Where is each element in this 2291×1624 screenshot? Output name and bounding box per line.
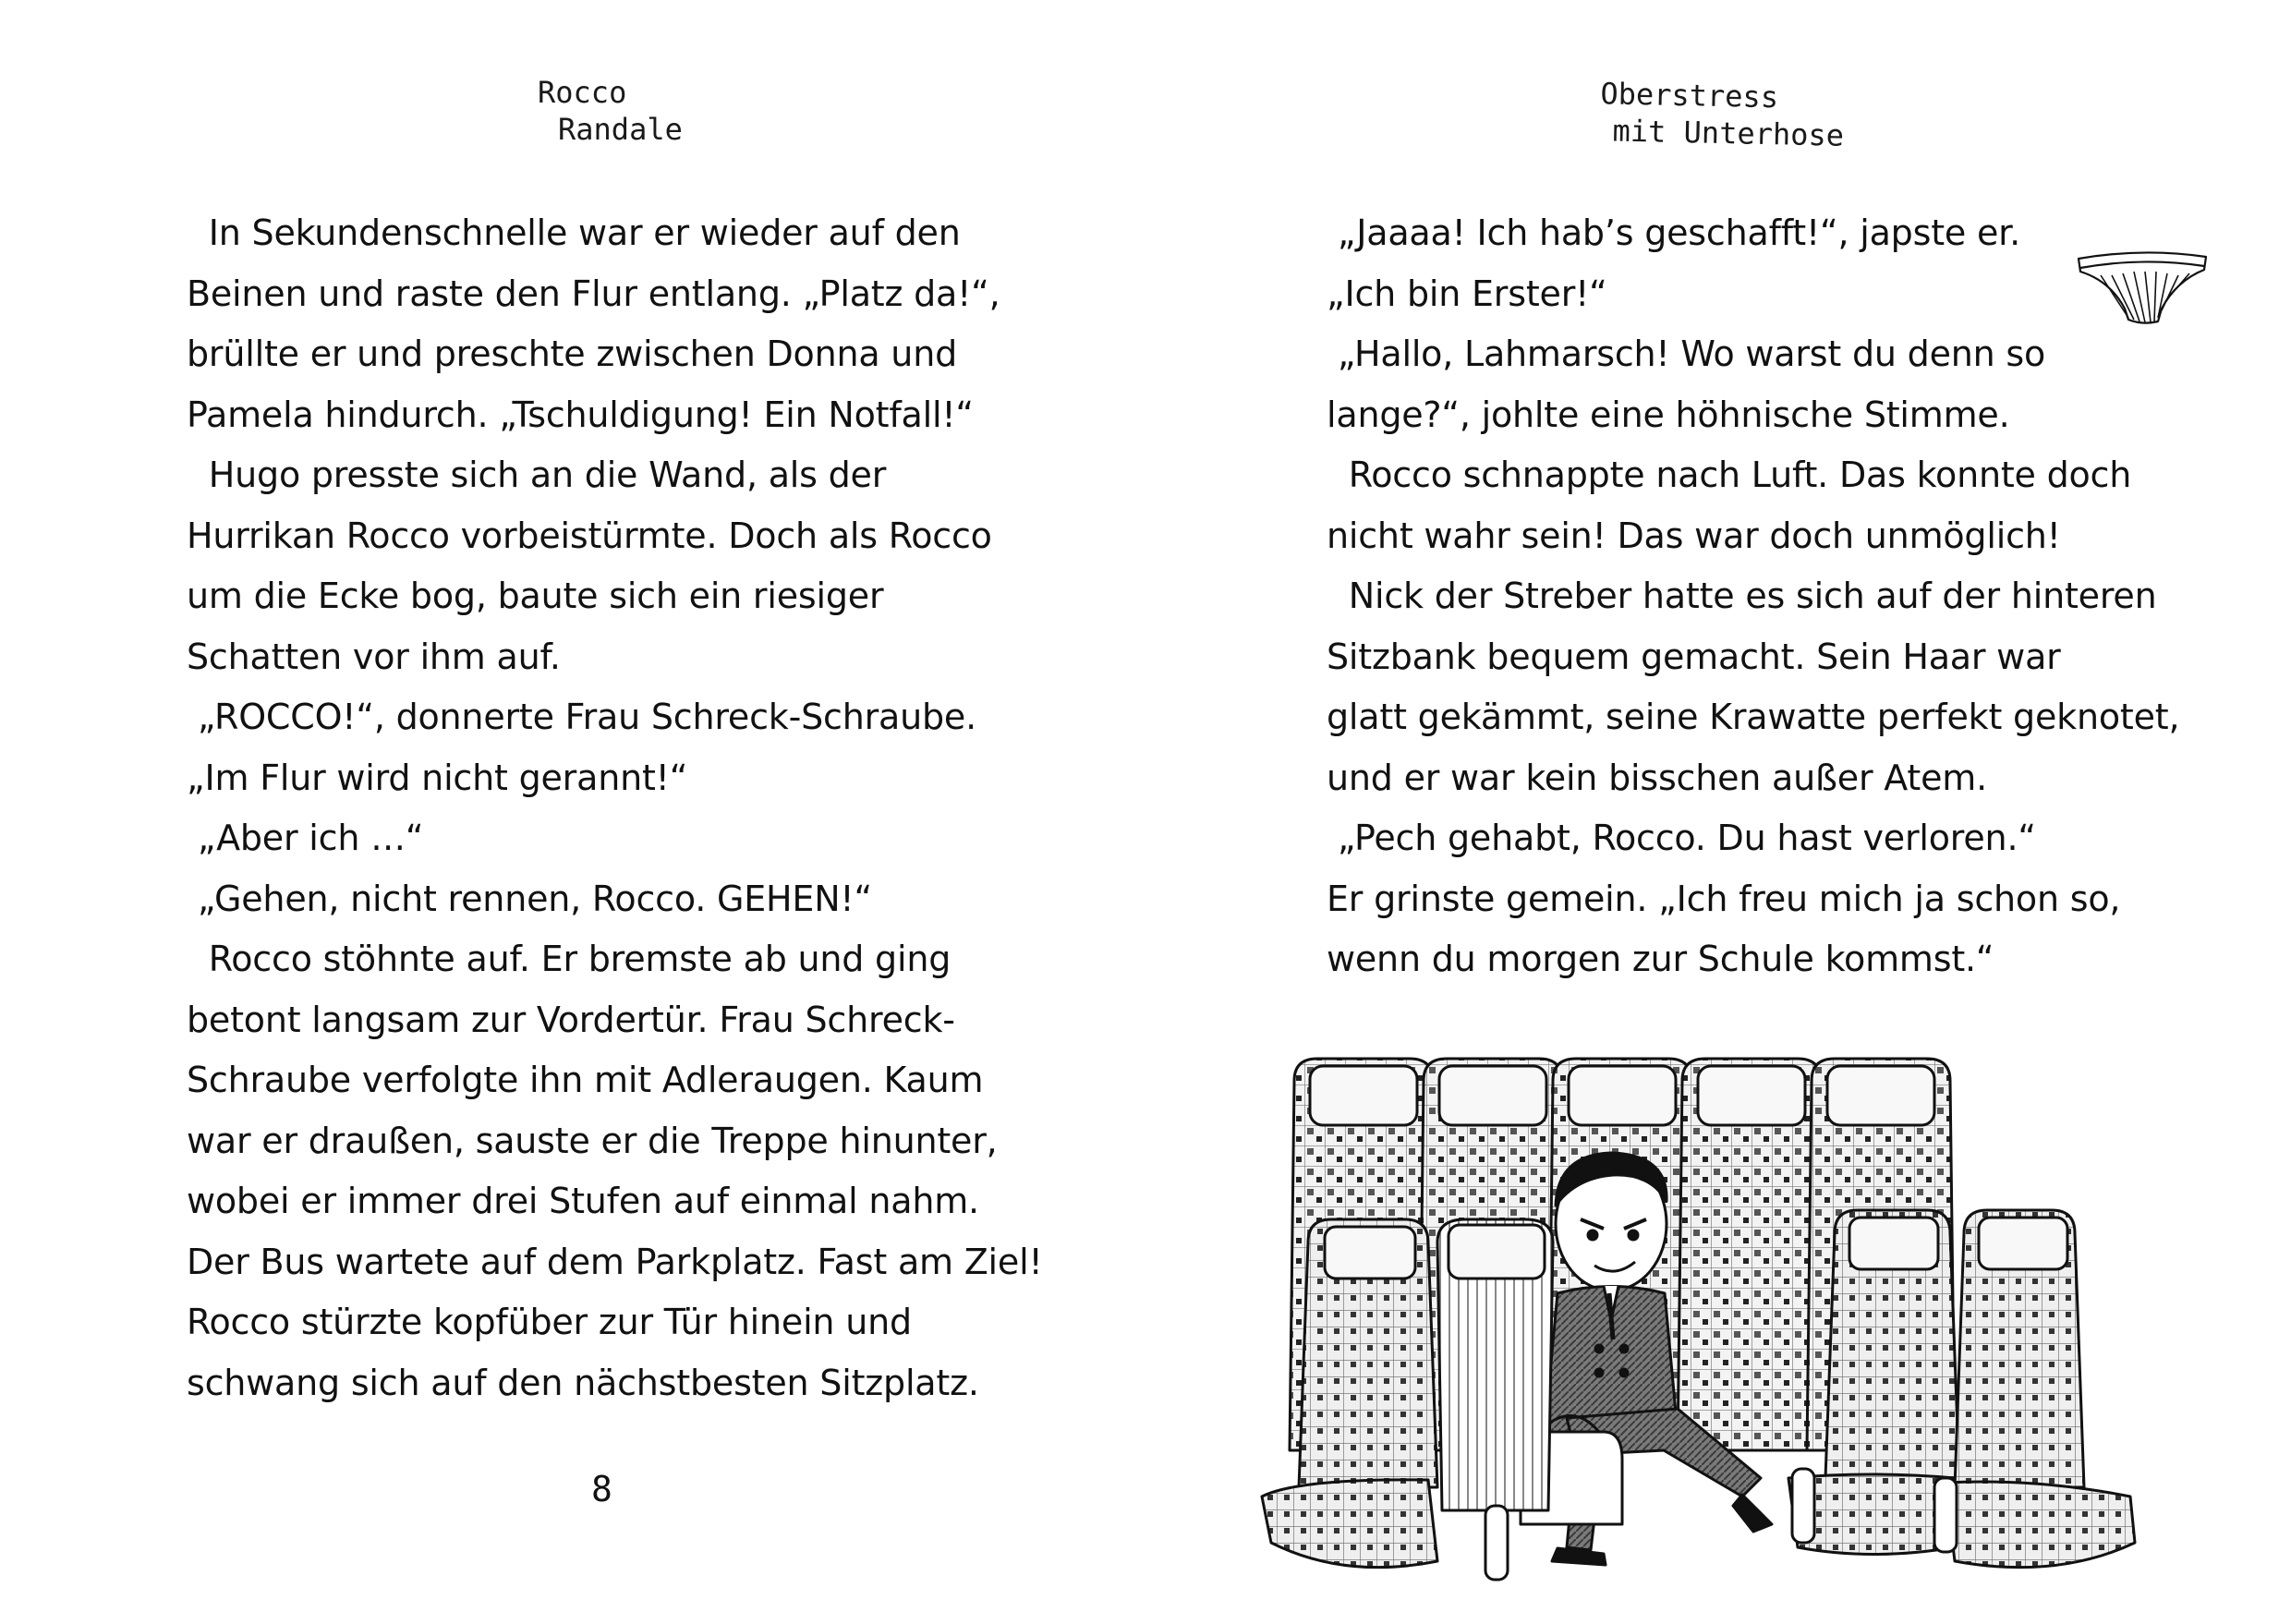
running-head-left [538, 74, 683, 148]
text-line: „Im Flur wird nicht gerannt!“ [187, 757, 688, 798]
running-head-line: Oberstress [1600, 76, 1779, 115]
text-line: Sitzbank bequem gemacht. Sein Haar war [1327, 636, 2061, 677]
text-line: Rocco stöhnte auf. Er bremste ab und ging [187, 939, 952, 979]
body-text-left [187, 203, 1042, 1413]
text-line: nicht wahr sein! Das war doch unmöglich! [1327, 515, 2061, 556]
body-text-right [1327, 203, 2179, 990]
text-line: „Hallo, Lahmarsch! Wo warst du denn so [1327, 333, 2046, 374]
text-line: Hugo presste sich an die Wand, als der [187, 454, 887, 495]
text-line: wobei er immer drei Stufen auf einmal nahm. [187, 1181, 979, 1221]
text-line: war er draußen, sauste er die Treppe hinunter, [187, 1120, 998, 1161]
text-line: betont langsam zur Vordertür. Frau Schreck- [187, 999, 955, 1040]
bus-seats-illustration-icon [1243, 1044, 2167, 1598]
text-line: um die Ecke bog, baute sich ein riesiger [187, 576, 884, 616]
text-line: „Pech gehabt, Rocco. Du hast verloren.“ [1327, 818, 2036, 858]
text-line: Rocco schnappte nach Luft. Das konnte doch [1327, 454, 2132, 495]
text-line: „Aber ich …“ [187, 818, 424, 858]
text-line: „ROCCO!“, donnerte Frau Schreck-Schraube. [187, 697, 976, 737]
text-line: brüllte er und preschte zwischen Donna und [187, 333, 958, 374]
running-head-right [1599, 75, 1845, 154]
text-line: Nick der Streber hatte es sich auf der hinteren [1327, 576, 2157, 616]
running-head-line: mit Unterhose [1612, 113, 1845, 153]
text-line: „Jaaaa! Ich hab’s geschafft!“, japste er. [1327, 212, 2020, 253]
text-line: und er war kein bisschen außer Atem. [1327, 757, 1987, 798]
text-line: glatt gekämmt, seine Krawatte perfekt geknotet, [1327, 697, 2180, 737]
running-head-line: Randale [558, 112, 683, 147]
text-line: wenn du morgen zur Schule kommst.“ [1327, 939, 1994, 979]
text-line: lange?“, johlte eine höhnische Stimme. [1327, 394, 2010, 435]
text-line: „Ich bin Erster!“ [1327, 273, 1607, 314]
text-line: schwang sich auf den nächstbesten Sitzplatz. [187, 1362, 979, 1403]
text-line: Der Bus wartete auf dem Parkplatz. Fast am Ziel! [187, 1241, 1043, 1282]
right-page [1146, 0, 2291, 1624]
text-line: Beinen und raste den Flur entlang. „Platz da!“, [187, 273, 1000, 314]
text-line: Pamela hindurch. „Tschuldigung! Ein Notfall!“ [187, 394, 974, 435]
text-line: Rocco stürzte kopfüber zur Tür hinein und [187, 1302, 912, 1342]
text-line: In Sekundenschnelle war er wieder auf den [187, 212, 961, 253]
text-line: Hurrikan Rocco vorbeistürmte. Doch als Rocco [187, 515, 992, 556]
text-line: Schraube verfolgte ihn mit Adleraugen. Kaum [187, 1060, 984, 1100]
text-line: Er grinste gemein. „Ich freu mich ja schon so, [1327, 878, 2121, 919]
text-line: Schatten vor ihm auf. [187, 636, 561, 677]
page-number: 8 [591, 1469, 612, 1509]
running-head-line: Rocco [538, 75, 627, 110]
text-line: „Gehen, nicht rennen, Rocco. GEHEN!“ [187, 878, 872, 919]
underpants-icon [2073, 244, 2212, 333]
